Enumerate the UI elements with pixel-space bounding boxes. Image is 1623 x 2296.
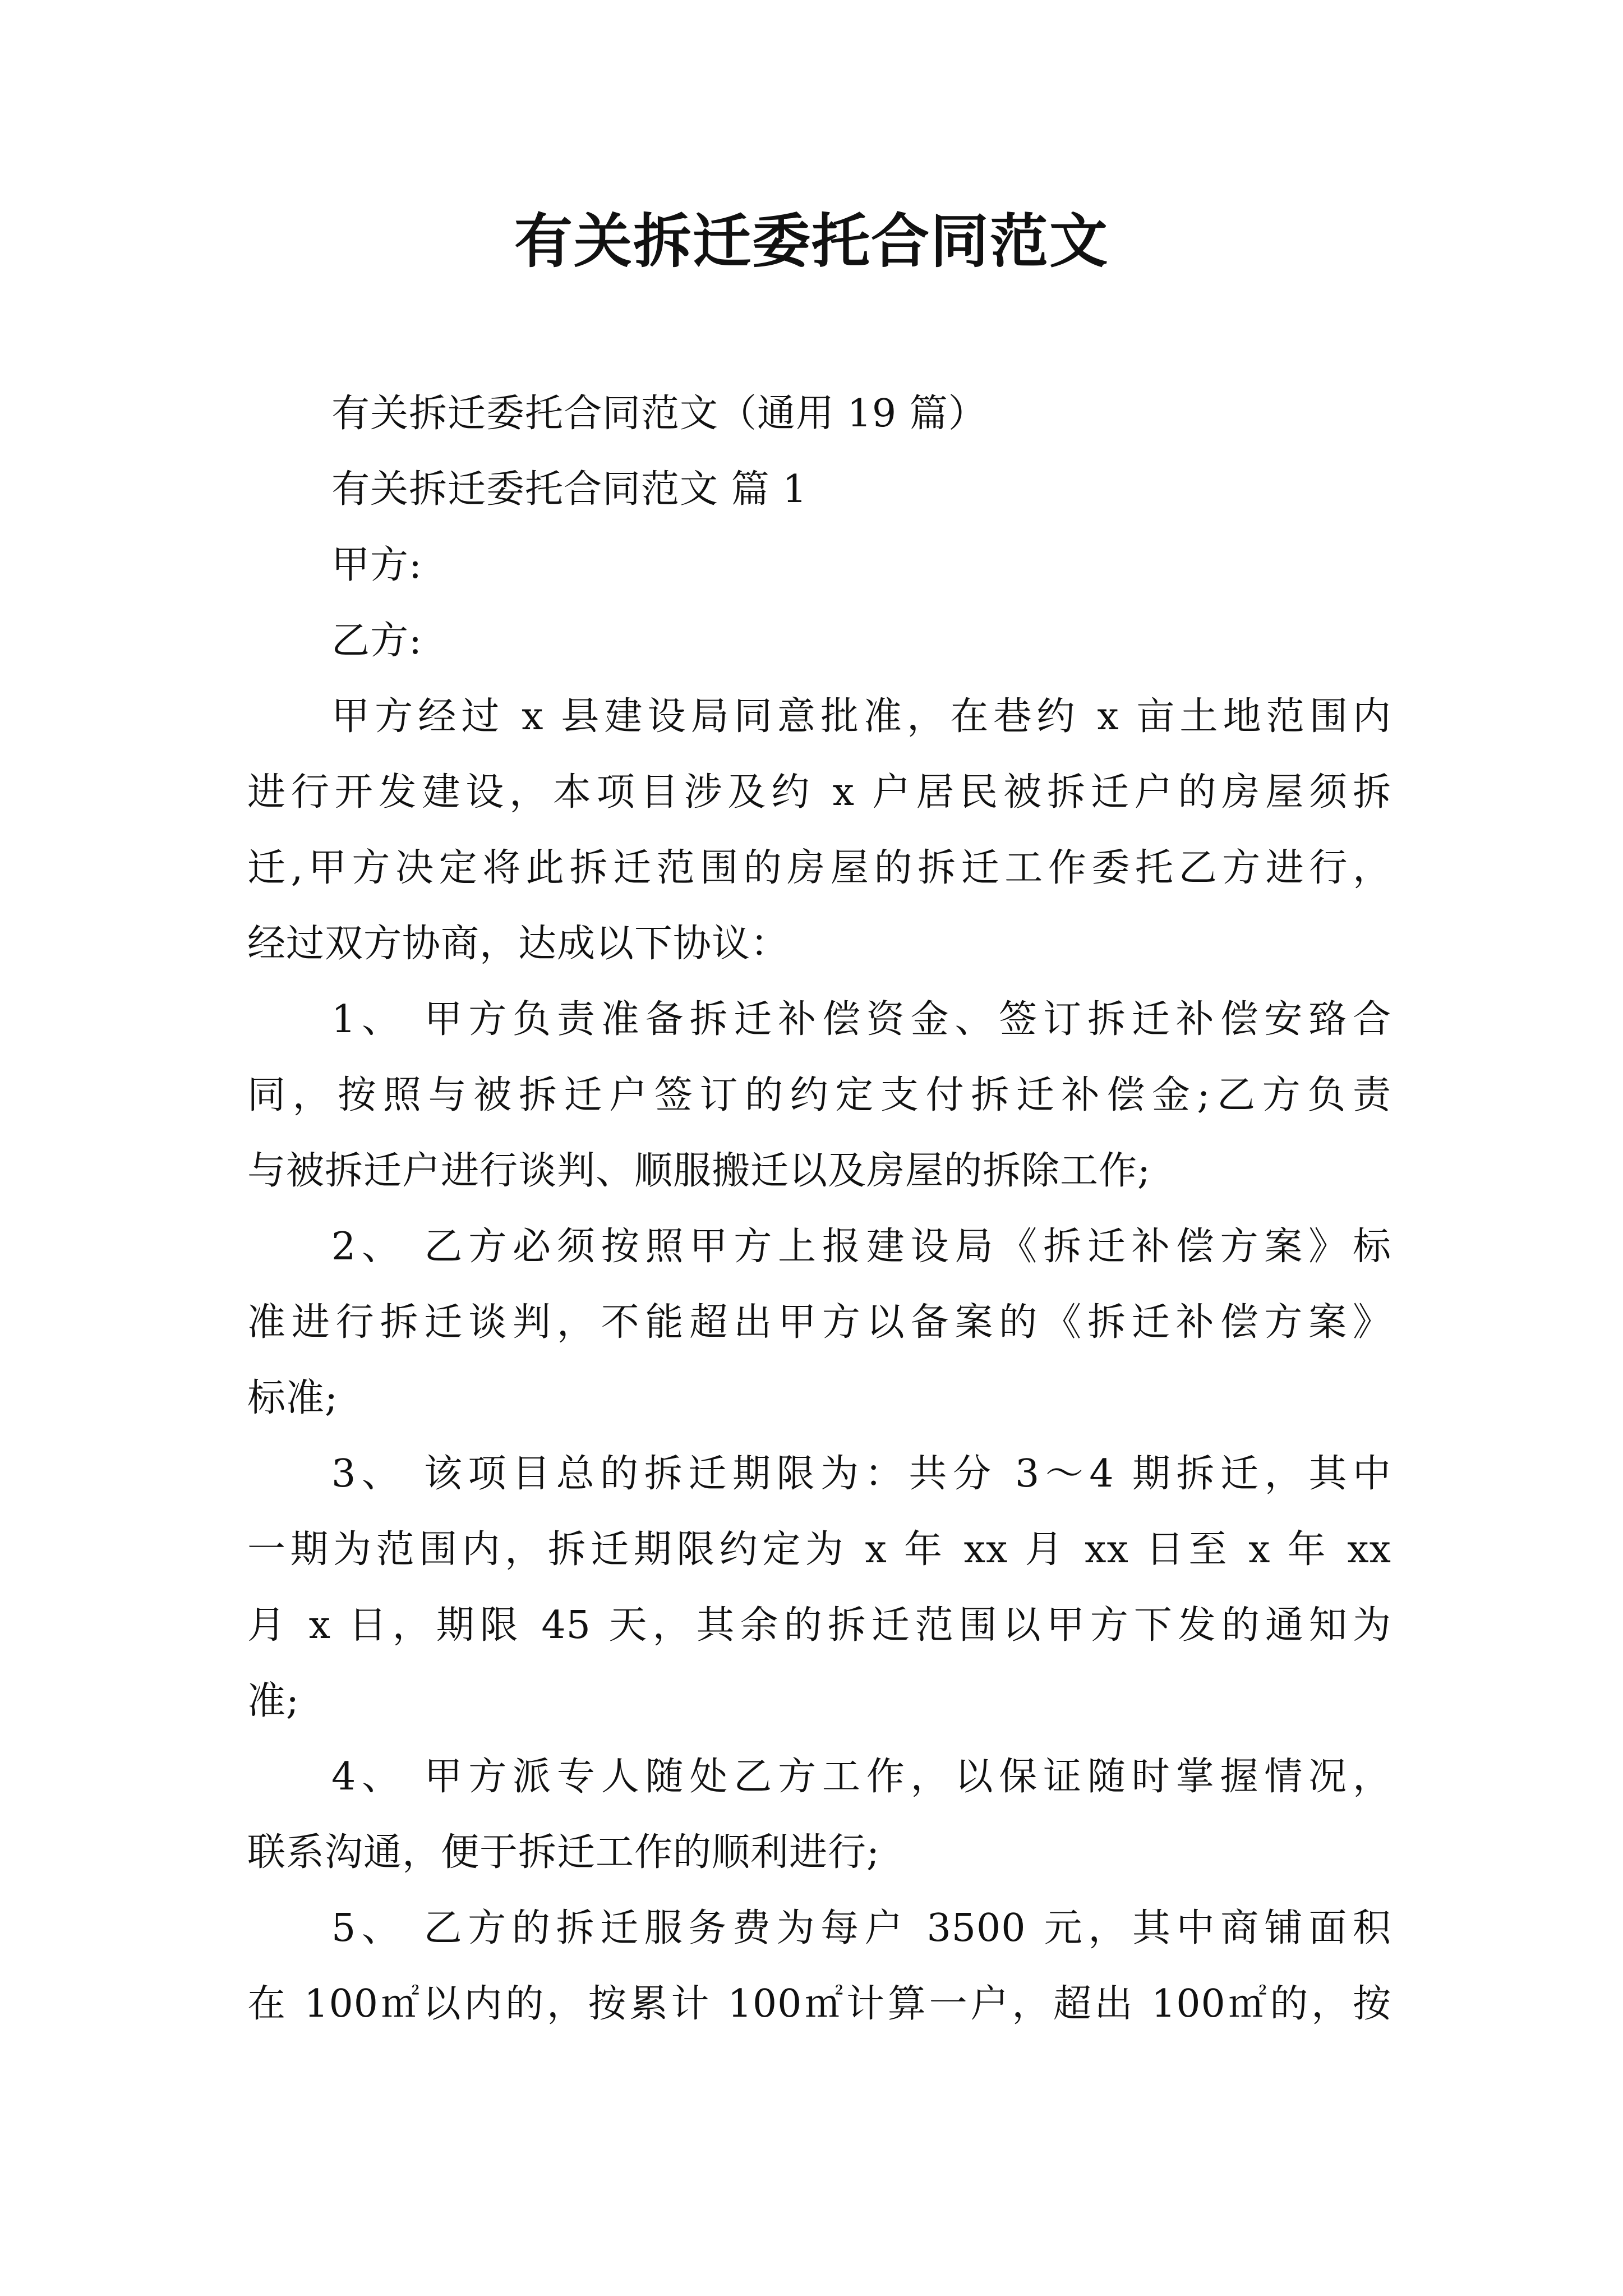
clause-2-line: 2、 乙方必须按照甲方上报建设局《拆迁补偿方案》标 bbox=[331, 1225, 1391, 1269]
paragraph-line: 甲方经过 x 县建设局同意批准，在巷约 x 亩土地范围内 bbox=[331, 694, 1391, 739]
clause-1-line: 1、 甲方负责准备拆迁补偿资金、签订拆迁补偿安臵合 bbox=[331, 997, 1391, 1042]
clause-3-line: 月 x 日，期限 45 天，其余的拆迁范围以甲方下发的通知为 bbox=[247, 1603, 1391, 1648]
document-title: 有关拆迁委托合同范文 bbox=[514, 207, 1109, 275]
clause-1-line: 与被拆迁户进行谈判、顺服搬迁以及房屋的拆除工作; bbox=[247, 1149, 1151, 1193]
clause-2-line: 准进行拆迁谈判，不能超出甲方以备案的《拆迁补偿方案》 bbox=[247, 1300, 1391, 1345]
paragraph-line: 迁,甲方决定将此拆迁范围的房屋的拆迁工作委托乙方进行， bbox=[247, 846, 1391, 890]
clause-3-line: 一期为范围内，拆迁期限约定为 x 年 xx 月 xx 日至 x 年 xx bbox=[247, 1527, 1391, 1572]
clause-3-line: 准; bbox=[247, 1679, 299, 1723]
clause-5-line: 5、 乙方的拆迁服务费为每户 3500 元，其中商铺面积 bbox=[331, 1906, 1391, 1950]
clause-5-line: 在 100㎡以内的，按累计 100㎡计算一户，超出 100㎡的，按 bbox=[247, 1982, 1391, 2026]
paragraph-line: 进行开发建设，本项目涉及约 x 户居民被拆迁户的房屋须拆 bbox=[247, 770, 1391, 815]
clause-3-line: 3、 该项目总的拆迁期限为：共分 3～4 期拆迁，其中 bbox=[331, 1452, 1391, 1496]
clause-1-line: 同，按照与被拆迁户签订的约定支付拆迁补偿金;乙方负责 bbox=[247, 1073, 1391, 1117]
document-body bbox=[247, 376, 1391, 2042]
clause-4-line: 4、 甲方派专人随处乙方工作，以保证随时掌握情况， bbox=[331, 1755, 1391, 1799]
section-heading: 有关拆迁委托合同范文 篇 1 bbox=[331, 467, 808, 512]
paragraph-line: 经过双方协商，达成以下协议： bbox=[247, 922, 790, 966]
party-a-line: 甲方: bbox=[331, 543, 422, 587]
clause-2-line: 标准; bbox=[247, 1376, 338, 1420]
clause-4-line: 联系沟通，便于拆迁工作的顺利进行; bbox=[247, 1830, 880, 1875]
subtitle-line: 有关拆迁委托合同范文（通用 19 篇） bbox=[331, 392, 987, 436]
party-b-line: 乙方: bbox=[331, 619, 422, 663]
